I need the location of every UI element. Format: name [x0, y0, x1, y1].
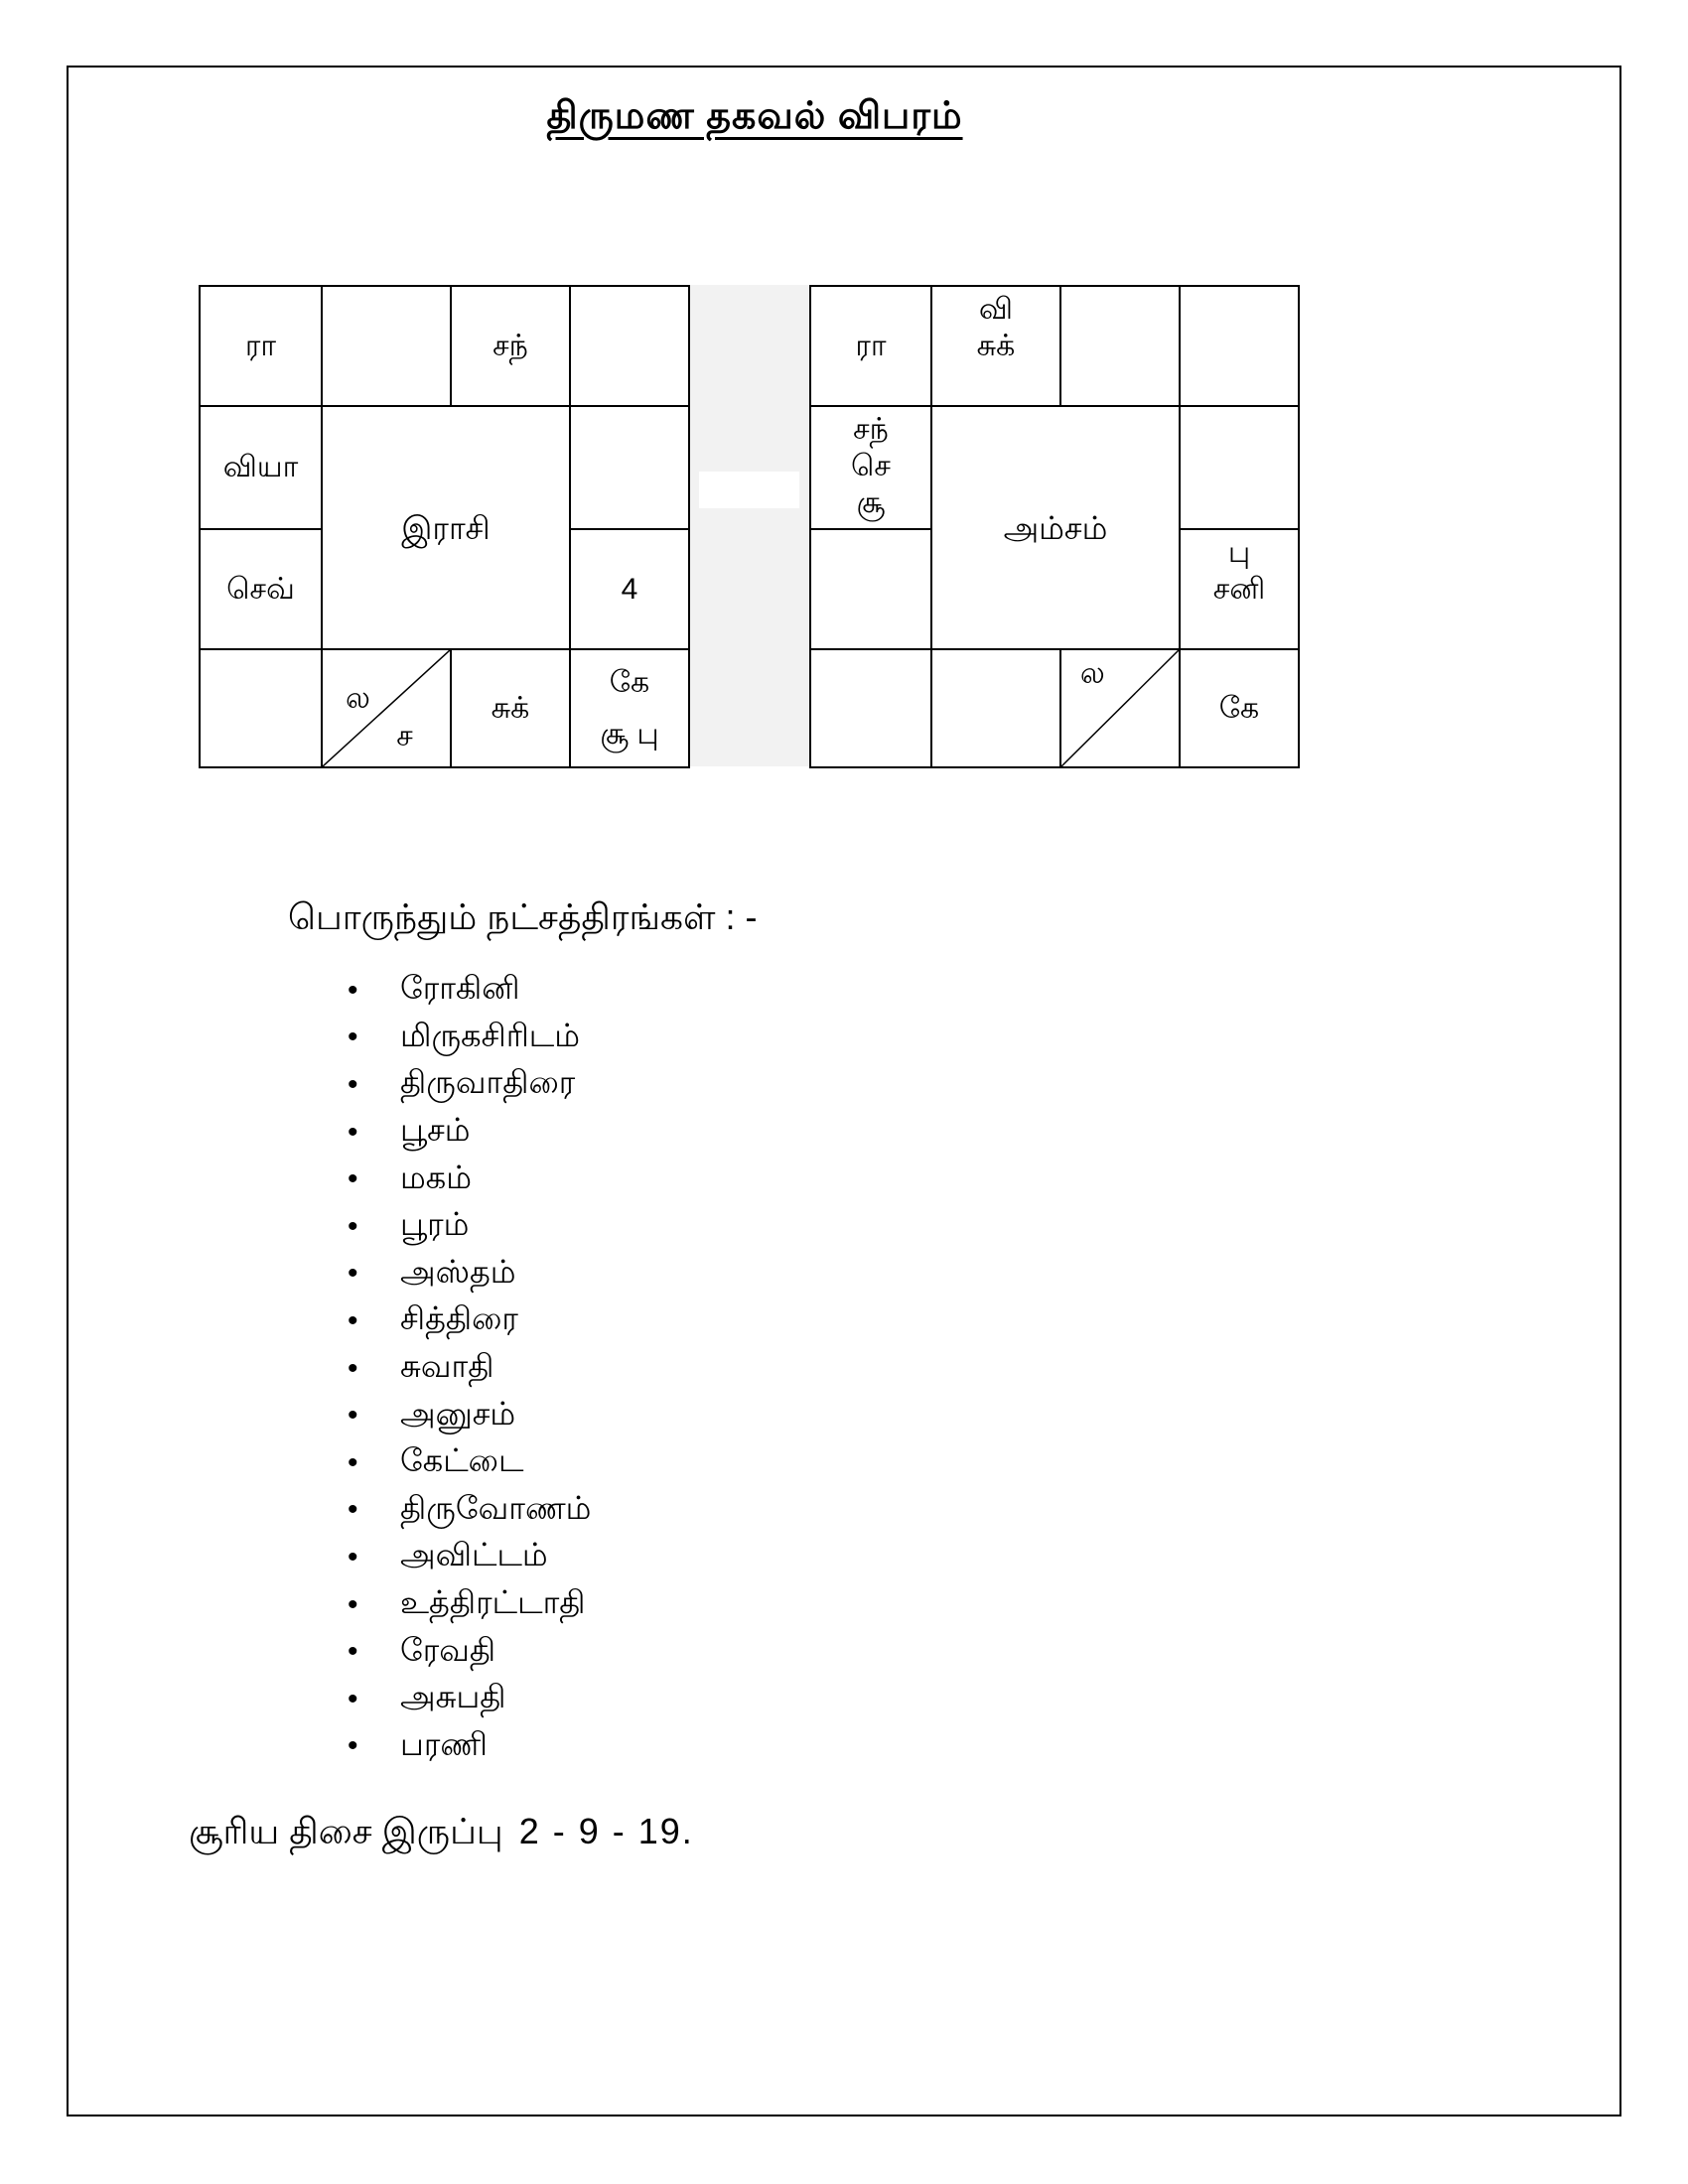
star-name: மகம் [400, 1159, 472, 1195]
star-name: அஸ்தம் [400, 1253, 516, 1290]
star-name: ரோகினி [400, 970, 520, 1007]
amsam-center-cell [931, 406, 1180, 649]
bullet-icon: • [348, 1399, 358, 1433]
bullet-icon: • [348, 1303, 358, 1337]
bullet-icon: • [348, 1587, 358, 1621]
amsam-cell-r2c1 [810, 406, 931, 529]
star-item [340, 1628, 591, 1676]
planet-label: சுக் [491, 691, 530, 725]
amsam-cell-r3c1 [810, 529, 931, 649]
rasi-cell-r4c4 [570, 649, 689, 767]
dasa-balance-label: சூரிய திசை இருப்பு [189, 1811, 503, 1851]
stars-heading: பொருந்தும் நட்சத்திரங்கள் : - [288, 896, 758, 937]
lagna-label: ல [1079, 656, 1105, 690]
bullet-icon: • [348, 1115, 358, 1149]
star-item [340, 1487, 591, 1535]
bullet-icon: • [348, 1257, 358, 1291]
cell-number: 4 [621, 572, 638, 606]
amsam-cell-r1c1 [810, 286, 931, 406]
star-item [340, 1061, 591, 1109]
amsam-cell-r1c2 [931, 286, 1060, 406]
star-item [340, 1439, 591, 1487]
rasi-lagna-cell [322, 649, 451, 767]
planet-label: பு [1227, 536, 1251, 569]
rasi-cell-r2c4 [570, 406, 689, 529]
planet-label: ரா [855, 329, 887, 362]
star-name: பூரம் [400, 1206, 470, 1243]
page-title: திருமண தகவல் விபரம் [546, 95, 963, 137]
amsam-cell-r4c2 [931, 649, 1060, 767]
star-name: ரேவதி [400, 1631, 496, 1668]
rasi-cell-r2c1 [200, 406, 322, 529]
planet-label: சந் [492, 329, 528, 362]
planet-label: ரா [244, 329, 277, 362]
amsam-cell-r3c4 [1180, 529, 1299, 649]
planet-label: செவ் [226, 572, 295, 606]
planet-label: சனி [1212, 573, 1266, 606]
star-item [340, 1534, 591, 1581]
star-item [340, 1203, 591, 1251]
rasi-cell-r1c1 [200, 286, 322, 406]
amsam-cell-r4c1 [810, 649, 931, 767]
bullet-icon: • [348, 1729, 358, 1763]
bullet-icon: • [348, 1021, 358, 1054]
bullet-icon: • [348, 1351, 358, 1385]
star-item [340, 967, 591, 1015]
bullet-icon: • [348, 973, 358, 1007]
star-name: கேட்டை [400, 1442, 524, 1479]
rasi-cell-r1c2 [322, 286, 451, 406]
star-name: அனுசம் [400, 1395, 516, 1432]
star-list [340, 967, 591, 1770]
planet-label: ச [396, 719, 413, 752]
rasi-cell-r1c3 [451, 286, 570, 406]
planet-label: சுக் [976, 330, 1016, 362]
planet-label: சூ [856, 486, 886, 519]
star-name: அசுபதி [400, 1679, 506, 1715]
star-item [340, 1109, 591, 1157]
amsam-chart [809, 285, 1300, 768]
chart-name-label: இராசி [401, 509, 491, 546]
chart-gap [690, 285, 808, 766]
planet-label: கே [609, 665, 650, 699]
bullet-icon: • [348, 1540, 358, 1573]
star-item [340, 1723, 591, 1771]
chart-name-label: அம்சம் [1003, 509, 1108, 546]
star-name: சித்திரை [400, 1300, 518, 1337]
star-item [340, 1345, 591, 1393]
rasi-cell-r3c4 [570, 529, 689, 649]
planet-label: வி [978, 293, 1014, 326]
amsam-cell-r4c4 [1180, 649, 1299, 767]
star-name: மிருகசிரிடம் [400, 1017, 580, 1053]
planet-label: கே [1218, 691, 1260, 725]
lagna-diagonal [323, 650, 450, 766]
gap-highlight [699, 472, 799, 508]
dasa-balance-value: 2 - 9 - 19. [518, 1811, 694, 1851]
star-item [340, 1251, 591, 1298]
planet-label: சந் [853, 413, 889, 446]
star-name: திருவாதிரை [400, 1064, 576, 1101]
planet-label: சூ பு [600, 717, 659, 751]
amsam-cell-r1c4 [1180, 286, 1299, 406]
star-name: திருவோணம் [400, 1489, 592, 1526]
lagna-diagonal [1061, 650, 1179, 766]
star-item [340, 1156, 591, 1203]
amsam-lagna-cell [1060, 649, 1180, 767]
star-name: பரணி [400, 1725, 488, 1762]
planet-label: வியா [222, 451, 299, 483]
bullet-icon: • [348, 1162, 358, 1196]
rasi-chart [199, 285, 690, 768]
bullet-icon: • [348, 1682, 358, 1715]
rasi-cell-r4c1 [200, 649, 322, 767]
lagna-label: ல [346, 682, 370, 716]
star-item [340, 1676, 591, 1723]
star-name: சுவாதி [400, 1348, 494, 1385]
rasi-cell-r1c4 [570, 286, 689, 406]
rasi-center-cell [322, 406, 570, 649]
planet-label: செ [851, 450, 891, 482]
star-item [340, 1015, 591, 1062]
bullet-icon: • [348, 1209, 358, 1243]
bullet-icon: • [348, 1445, 358, 1479]
amsam-cell-r2c4 [1180, 406, 1299, 529]
star-item [340, 1297, 591, 1345]
star-name: பூசம் [400, 1112, 471, 1149]
star-item [340, 1392, 591, 1439]
star-item [340, 1581, 591, 1629]
rasi-cell-r4c3 [451, 649, 570, 767]
rasi-cell-r3c1 [200, 529, 322, 649]
amsam-cell-r1c3 [1060, 286, 1180, 406]
bullet-icon: • [348, 1067, 358, 1101]
bullet-icon: • [348, 1493, 358, 1527]
star-name: அவிட்டம் [400, 1537, 548, 1573]
bullet-icon: • [348, 1635, 358, 1669]
star-name: உத்திரட்டாதி [400, 1584, 586, 1621]
dasa-balance-line [189, 1811, 694, 1857]
